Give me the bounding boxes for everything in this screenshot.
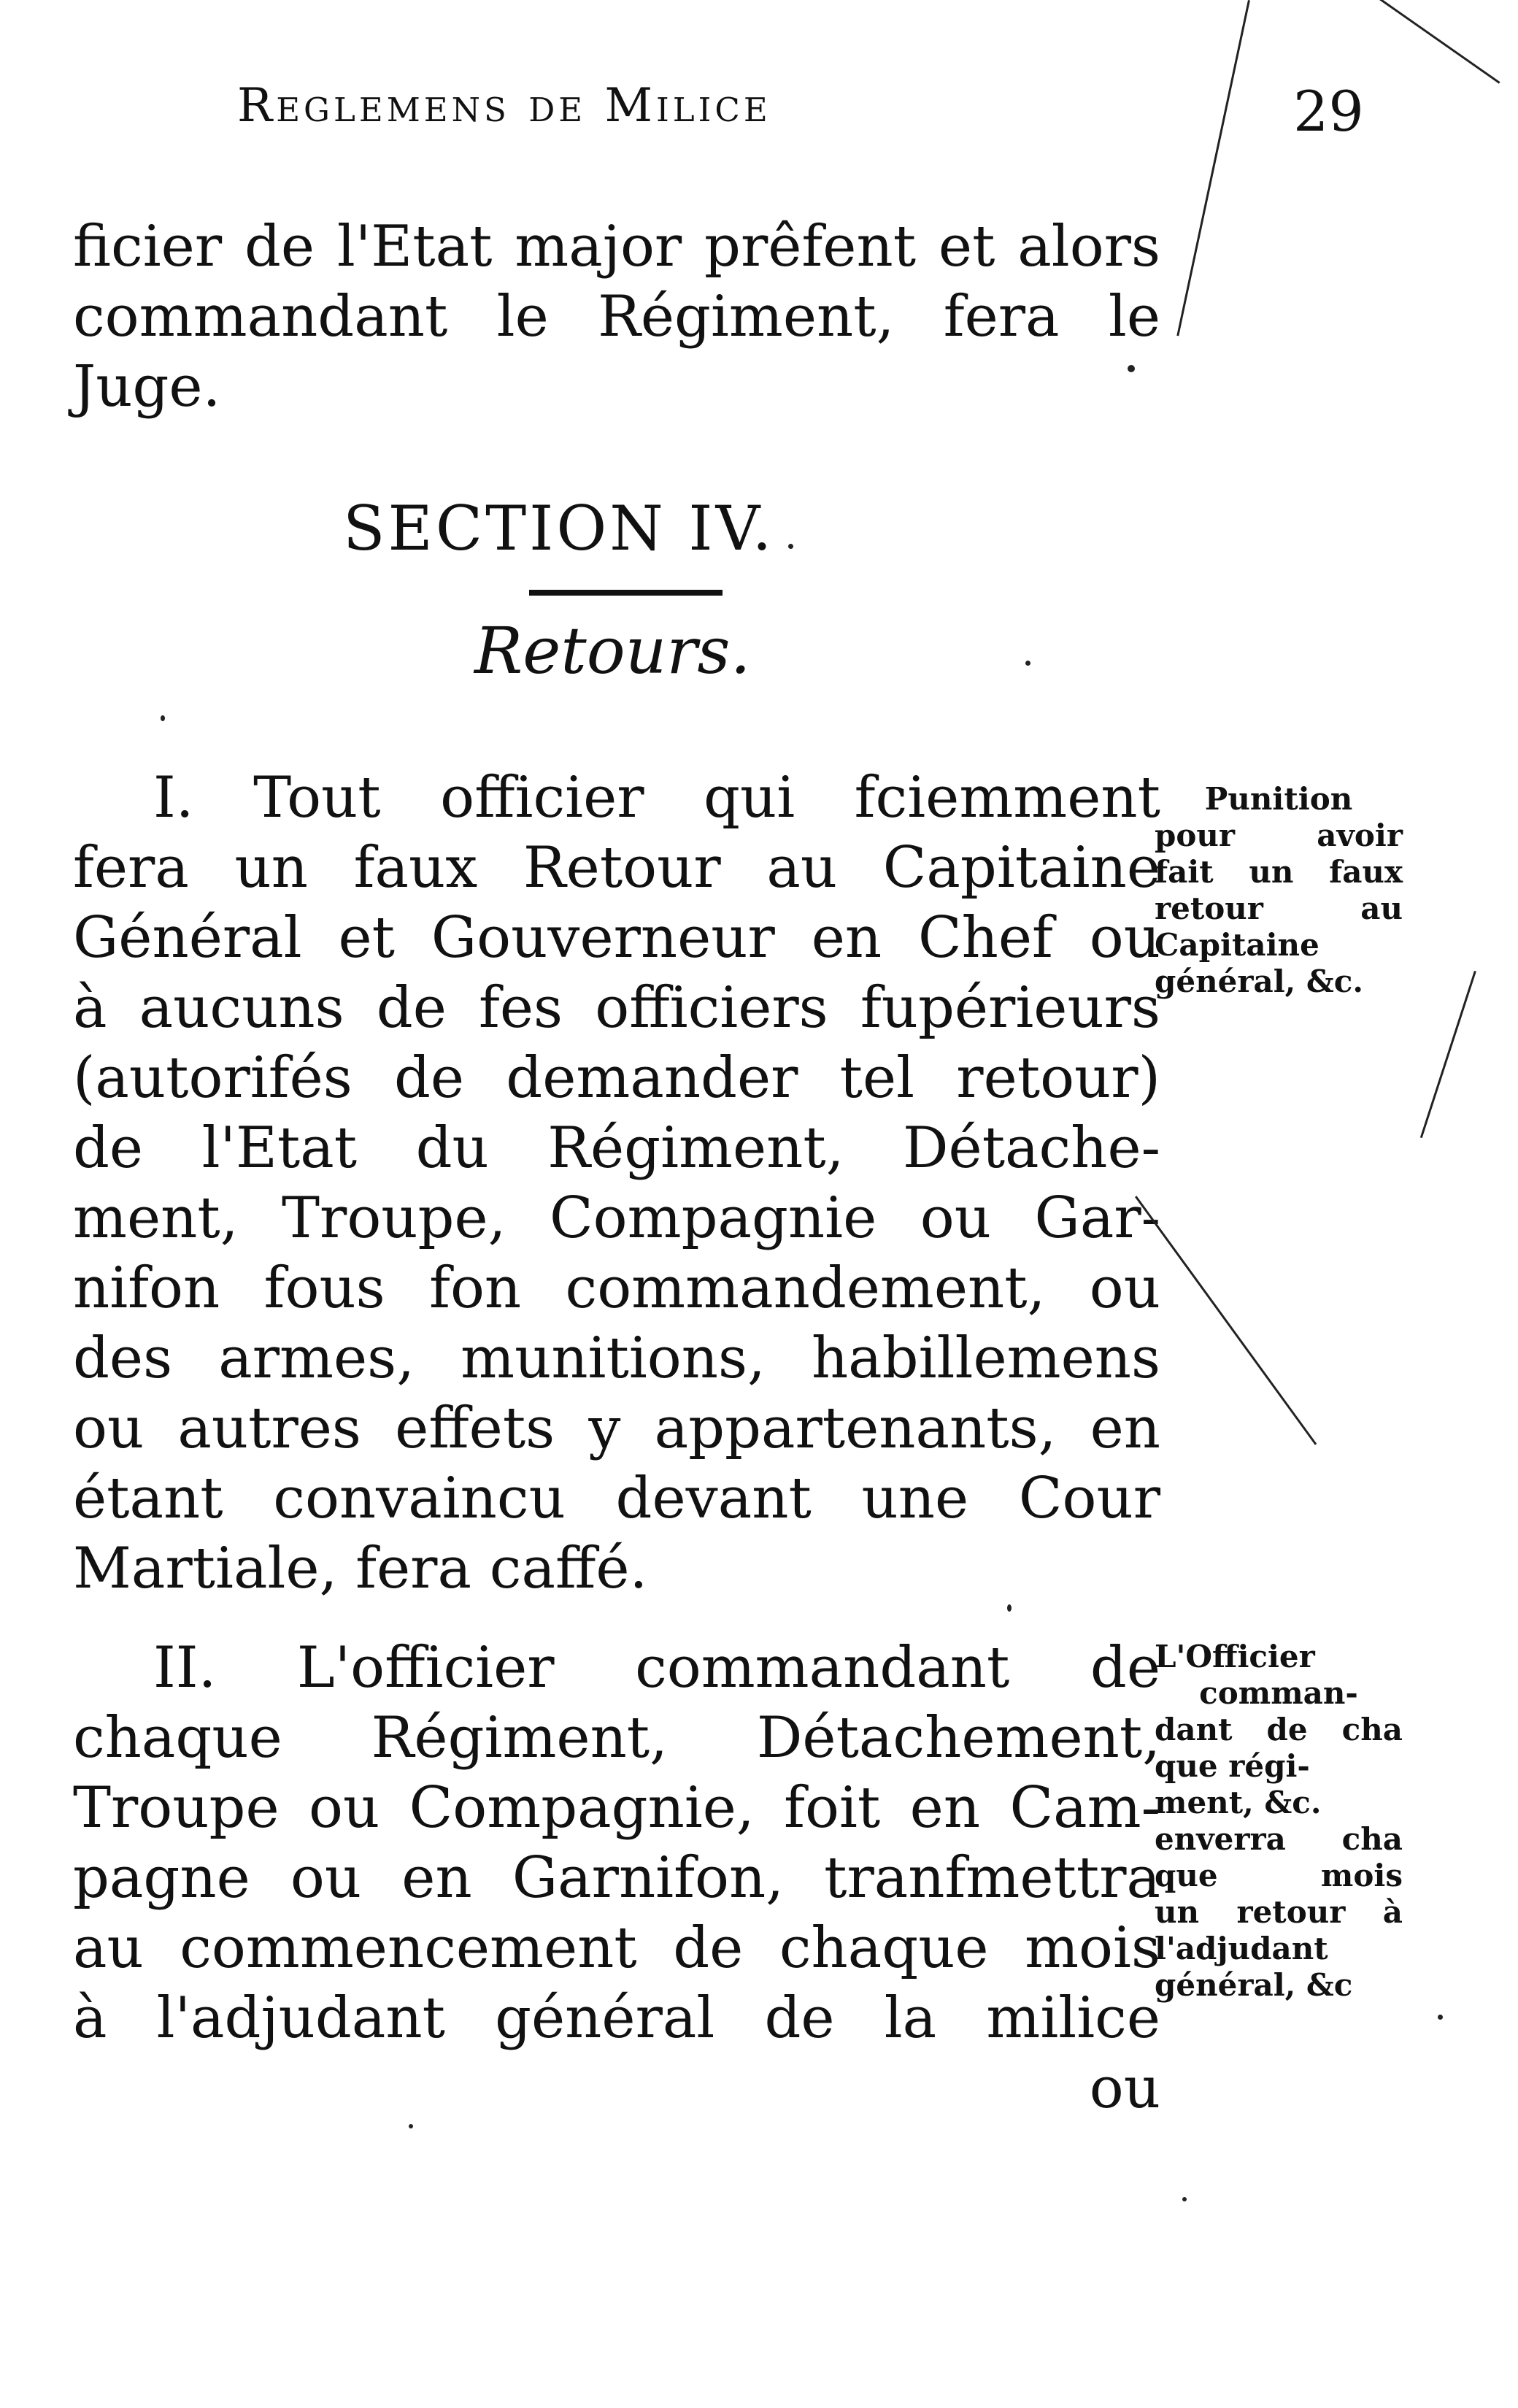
catchword: ou <box>1089 2055 1160 2121</box>
margin-note-line: fait un faux <box>1155 854 1403 890</box>
text-line: au commencement de chaque mois <box>73 1915 1160 1981</box>
margin-note-line: général, &c. <box>1155 963 1364 999</box>
text-line: I. Tout officier qui fciemment <box>153 765 1160 831</box>
text-line: chaque Régiment, Détachement, <box>73 1705 1160 1771</box>
continued-paragraph <box>73 212 1160 422</box>
text-line: Juge. <box>73 354 221 420</box>
margin-note-2 <box>1155 1639 1403 2004</box>
scan-speck <box>161 715 165 721</box>
text-line: à aucuns de fes officiers fupérieurs <box>73 975 1160 1041</box>
text-line: Martiale, fera caffé. <box>73 1536 648 1601</box>
text-line: Troupe ou Compagnie, foit en Cam- <box>73 1775 1160 1841</box>
margin-note-line: enverra cha <box>1155 1821 1403 1857</box>
margin-note-line: un retour à <box>1155 1894 1403 1930</box>
text-line: à l'adjudant général de la milice <box>73 1985 1160 2051</box>
margin-note-line: dant de cha <box>1155 1712 1403 1747</box>
running-title: Reglemens de Milice <box>237 79 771 133</box>
section-heading: SECTION IV. <box>343 493 775 564</box>
margin-note-line: Capitaine <box>1155 927 1319 963</box>
text-line: fera un faux Retour au Capitaine <box>73 835 1160 901</box>
margin-note-line: que mois <box>1155 1858 1403 1893</box>
text-line: étant convaincu devant une Cour <box>73 1466 1160 1531</box>
margin-note-line: que régi- <box>1155 1748 1310 1784</box>
text-line: II. L'officier commandant de <box>153 1635 1160 1701</box>
scan-speck <box>1025 661 1030 666</box>
scan-speck <box>1182 2197 1187 2201</box>
crease-line <box>1176 0 1250 336</box>
scan-speck <box>1438 2015 1443 2020</box>
margin-note-line: ment, &c. <box>1155 1785 1322 1820</box>
section-subtitle: Retours. <box>474 613 751 688</box>
crease-line <box>1135 1196 1317 1445</box>
text-line: (autorifés de demander tel retour) <box>73 1045 1160 1111</box>
text-line: de l'Etat du Régiment, Détache- <box>73 1115 1160 1181</box>
margin-note-line: pour avoir <box>1155 818 1403 853</box>
heading-rule <box>529 590 723 596</box>
scan-speck <box>1007 1604 1012 1612</box>
scan-speck <box>1128 365 1135 372</box>
margin-note-line: retour au <box>1155 891 1403 926</box>
text-line: des armes, munitions, habillemens <box>73 1326 1160 1391</box>
scan-speck <box>409 2124 413 2128</box>
scan-speck <box>788 544 793 549</box>
margin-note-line: l'adjudant <box>1155 1931 1328 1966</box>
article-1 <box>73 763 1160 1604</box>
margin-note-1 <box>1155 781 1403 1000</box>
text-line: Général et Gouverneur en Chef ou <box>73 905 1160 971</box>
margin-note-line: général, &c <box>1155 1967 1353 2003</box>
margin-note-line: Punition <box>1204 781 1353 817</box>
page-number: 29 <box>1293 79 1364 144</box>
text-line: commandant le Régiment, fera le <box>73 284 1160 350</box>
text-line: ficier de l'Etat major prêfent et alors <box>73 214 1160 280</box>
margin-note-line: comman- <box>1199 1675 1358 1711</box>
crease-line <box>1420 971 1476 1138</box>
article-2 <box>73 1633 1160 2123</box>
crease-line <box>1379 0 1500 84</box>
text-line: pagne ou en Garnifon, tranfmettra <box>73 1845 1160 1911</box>
margin-note-line: L'Officier <box>1155 1639 1315 1674</box>
text-line: nifon fous fon commandement, ou <box>73 1255 1160 1321</box>
text-line: ment, Troupe, Compagnie ou Gar- <box>73 1185 1160 1251</box>
text-line: ou autres effets y appartenants, en <box>73 1396 1160 1461</box>
